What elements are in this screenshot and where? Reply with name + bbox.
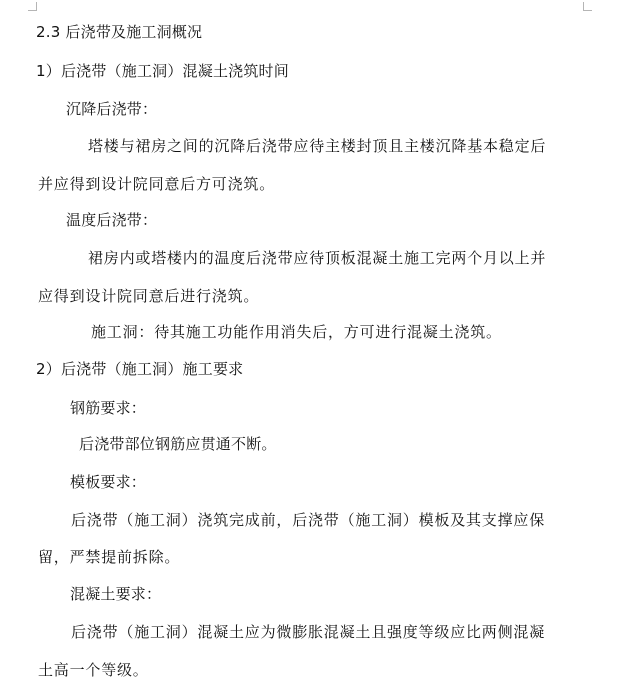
concrete-text-line1: 后浇带（施工洞）混凝土应为微膨胀混凝土且强度等级应比两侧混凝 <box>71 623 546 641</box>
formwork-text-line1: 后浇带（施工洞）浇筑完成前，后浇带（施工洞）模板及其支撑应保 <box>71 511 546 529</box>
rebar-text: 后浇带部位钢筋应贯通不断。 <box>79 435 277 453</box>
formwork-label: 模板要求： <box>70 473 147 491</box>
page-corner-mark-left <box>28 2 37 11</box>
concrete-label: 混凝土要求： <box>70 585 162 603</box>
temperature-text-line2: 应得到设计院同意后进行浇筑。 <box>38 287 260 305</box>
settlement-text-line2: 并应得到设计院同意后方可浇筑。 <box>38 175 276 193</box>
formwork-text-line2: 留，严禁提前拆除。 <box>38 548 181 566</box>
rebar-label: 钢筋要求： <box>70 399 147 417</box>
section-heading: 2.3 后浇带及施工洞概况 <box>36 23 203 41</box>
concrete-text-line2: 土高一个等级。 <box>38 661 149 679</box>
settlement-label: 沉降后浇带： <box>66 100 158 118</box>
temperature-label: 温度后浇带： <box>66 211 158 229</box>
temperature-text-line1: 裙房内或塔楼内的温度后浇带应待顶板混凝土施工完两个月以上并 <box>88 249 547 267</box>
page-corner-mark-right <box>583 2 592 11</box>
construction-hole-text: 施工洞：待其施工功能作用消失后，方可进行混凝土浇筑。 <box>91 323 502 341</box>
settlement-text-line1: 塔楼与裙房之间的沉降后浇带应待主楼封顶且主楼沉降基本稳定后 <box>88 137 547 155</box>
part2-heading: 2）后浇带（施工洞）施工要求 <box>36 360 244 378</box>
part1-heading: 1）后浇带（施工洞）混凝土浇筑时间 <box>36 62 289 80</box>
